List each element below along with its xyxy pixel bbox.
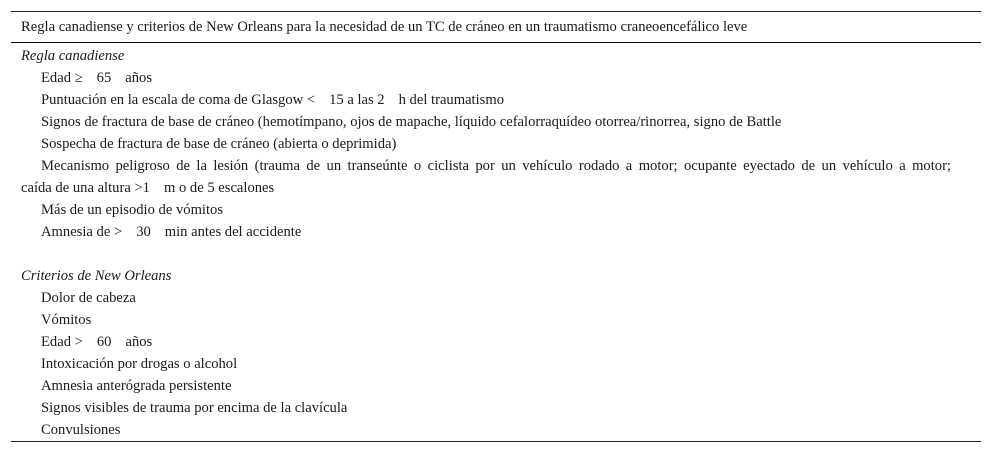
criterion-skull-fracture-suspicion: Sospecha de fractura de base de cráneo (abierta o deprimida) [41,136,397,152]
criterion-unit: min antes del accidente [164,224,302,240]
criterion-trauma-above-clavicle: Signos visibles de trauma por encima de la clavícula [41,400,348,416]
criterion-unit: h del traumatismo [398,92,504,108]
criterion-vomiting-episodes: Más de un episodio de vómitos [41,202,224,218]
criterion-vomiting: Vómitos [41,312,92,328]
criterion-age-60 [11,331,981,353]
section-heading-new-orleans: Criterios de New Orleans [21,268,172,284]
criterion-dangerous-mechanism: Mecanismo peligroso de la lesión (trauma de un transeúnte o ciclista por un vehículo rodado a motor; ocupante eyectado de un vehículo a motor; [41,158,951,174]
section-heading-canadian: Regla canadiense [21,48,125,64]
criterion-intoxication: Intoxicación por drogas o alcohol [41,356,238,372]
criterion-glasgow [11,89,981,111]
criterion-text: Edad > [41,334,83,350]
criterion-unit: m o de 5 escalones [163,180,275,196]
criterion-headache: Dolor de cabeza [41,290,136,306]
criterion-value: 15 a las 2 [329,92,385,108]
criterion-text: caída de una altura >1 [21,180,150,196]
section-spacer [11,243,981,265]
criterion-text: Edad ≥ [41,70,83,86]
criterion-amnesia-30 [11,221,981,243]
table-caption: Regla canadiense y criterios de New Orleans para la necesidad de un TC de cráneo en un traumatismo craneoencefálico leve [21,19,748,35]
criterion-unit: años [125,70,153,86]
criteria-table [11,11,981,442]
criterion-value: 60 [96,334,112,350]
criterion-value: 30 [136,224,151,240]
criterion-dangerous-mechanism-continued [11,177,981,199]
criterion-skull-base-signs: Signos de fractura de base de cráneo (hemotímpano, ojos de mapache, líquido cefalorraquídeo otorrea/rinorrea, signo de Battle [41,114,782,130]
table-body [11,43,981,441]
criterion-value: 65 [96,70,112,86]
criterion-seizures: Convulsiones [41,422,121,438]
criterion-unit: años [125,334,153,350]
criterion-text: Puntuación en la escala de coma de Glasgow < [41,92,316,108]
table-bottom-rule [11,441,981,442]
criterion-anterograde-amnesia: Amnesia anterógrada persistente [41,378,232,394]
criterion-age-65 [11,67,981,89]
criterion-text: Amnesia de > [41,224,123,240]
